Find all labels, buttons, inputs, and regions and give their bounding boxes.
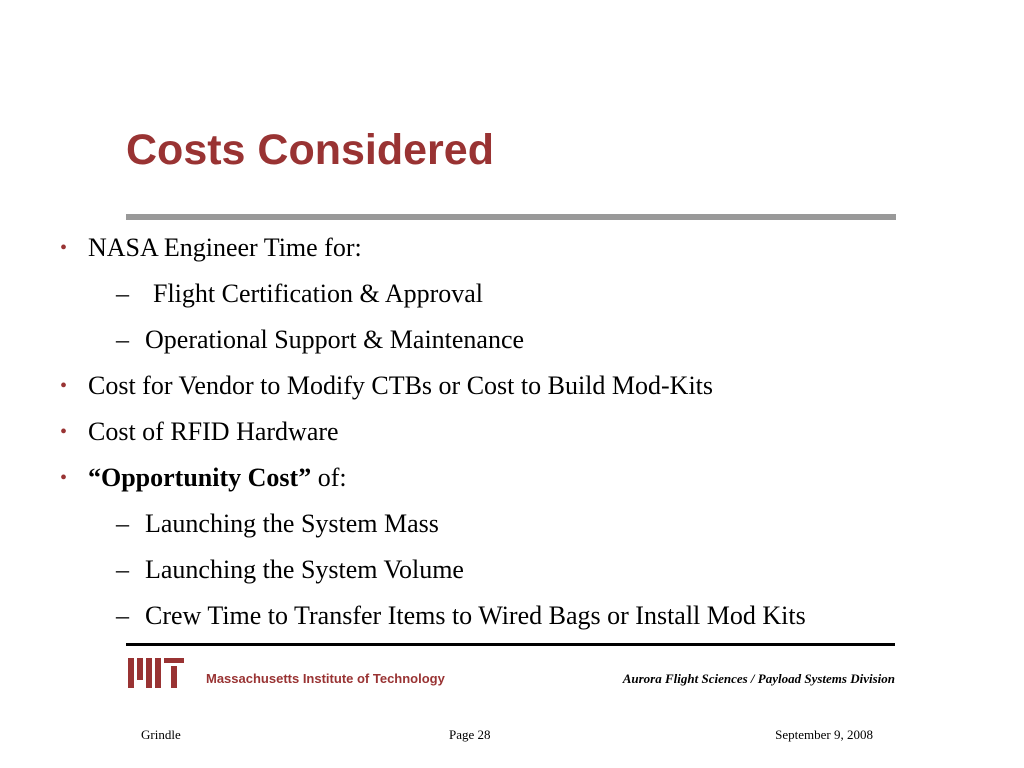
bullet-item bbox=[60, 458, 1000, 504]
bullet-marker: • bbox=[60, 467, 68, 489]
bullet-list bbox=[60, 228, 1000, 642]
bullet-text-rest: of: bbox=[311, 463, 347, 492]
bullet-item bbox=[60, 228, 1000, 274]
sub-bullet-item bbox=[60, 320, 1000, 366]
bullet-text bbox=[88, 458, 347, 498]
bullet-text: Cost of RFID Hardware bbox=[88, 417, 339, 446]
slide-title: Costs Considered bbox=[126, 126, 494, 174]
bullet-text: Cost for Vendor to Modify CTBs or Cost to Build Mod-Kits bbox=[88, 371, 714, 400]
dash-marker: – bbox=[116, 555, 129, 584]
sub-bullet-item bbox=[60, 504, 1000, 550]
dash-marker: – bbox=[116, 601, 129, 630]
bullet-text: NASA Engineer Time for: bbox=[88, 233, 362, 262]
sub-bullet-text: Operational Support & Maintenance bbox=[145, 325, 525, 354]
sub-bullet-text: Launching the System Volume bbox=[145, 555, 464, 584]
sub-bullet-item bbox=[60, 550, 1000, 596]
title-underline bbox=[126, 214, 896, 220]
footer-date: September 9, 2008 bbox=[775, 727, 873, 742]
dash-marker: – bbox=[116, 509, 129, 538]
dash-marker: – bbox=[116, 279, 129, 308]
bullet-marker: • bbox=[60, 421, 68, 443]
bullet-marker: • bbox=[60, 237, 68, 259]
dash-marker: – bbox=[116, 325, 129, 354]
footer-divider bbox=[126, 643, 895, 646]
sub-bullet-text: Crew Time to Transfer Items to Wired Bags or Install Mod Kits bbox=[145, 601, 806, 630]
sub-bullet-item bbox=[60, 274, 1000, 320]
sub-bullet-text: Flight Certification & Approval bbox=[153, 279, 484, 308]
bullet-marker: • bbox=[60, 375, 68, 397]
footer-author: Grindle bbox=[141, 727, 181, 742]
sub-bullet-item bbox=[60, 596, 1000, 642]
sub-bullet-text: Launching the System Mass bbox=[145, 509, 439, 538]
bullet-item bbox=[60, 412, 1000, 458]
footer-page-number: Page 28 bbox=[449, 727, 491, 742]
institution-name: Massachusetts Institute of Technology bbox=[206, 671, 445, 686]
partner-name: Aurora Flight Sciences / Payload Systems Division bbox=[622, 671, 895, 686]
bullet-emphasis: “Opportunity Cost” bbox=[88, 463, 312, 492]
mit-logo bbox=[128, 658, 184, 688]
bullet-item bbox=[60, 366, 1000, 412]
